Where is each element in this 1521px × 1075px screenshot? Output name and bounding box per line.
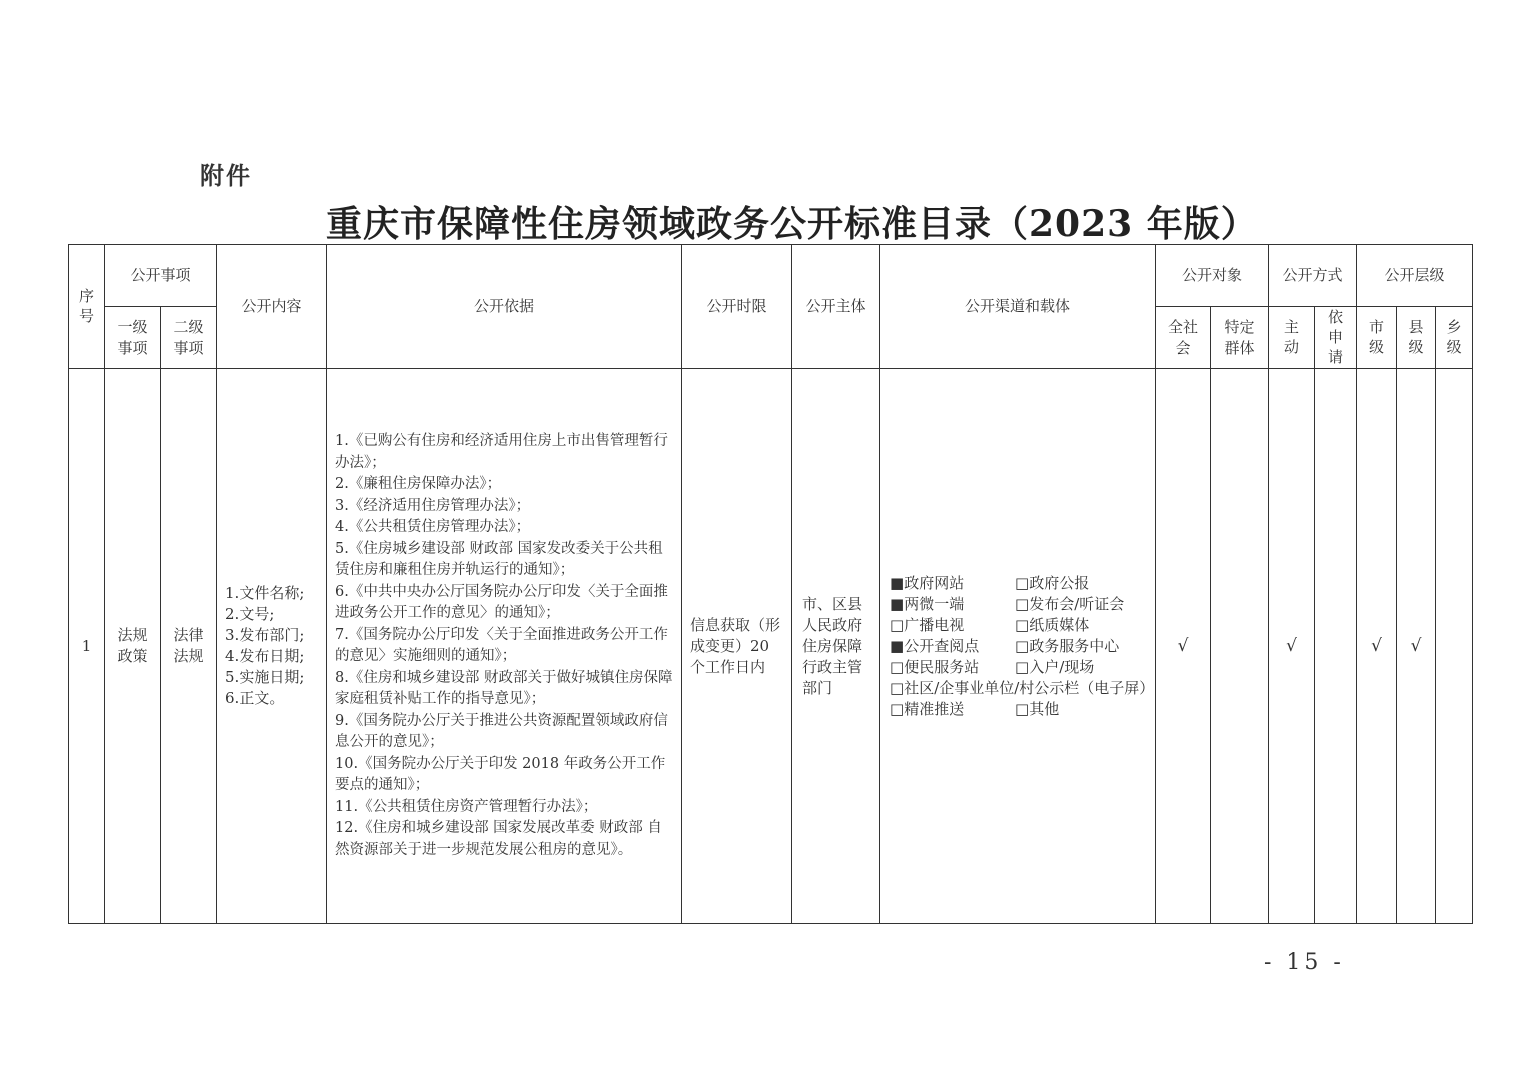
check-level-county: √ (1397, 369, 1436, 924)
header-level-town: 乡级 (1436, 307, 1473, 369)
channel-item: □其他 (1015, 699, 1060, 718)
basis-item: 6.《中共中央办公厅国务院办公厅印发〈关于全面推进政务公开工作的意见〉的通知》； (335, 583, 668, 621)
header-time-limit: 公开时限 (682, 245, 792, 369)
check-level-city: √ (1357, 369, 1397, 924)
check-target-all: √ (1156, 369, 1211, 924)
check-method-apply (1315, 369, 1357, 924)
basis-item: 1.《已购公有住房和经济适用住房上市出售管理暂行办法》； (335, 433, 668, 471)
header-method-apply: 依申请 (1315, 307, 1357, 369)
channel-item: □精准推送 (890, 699, 965, 718)
row-time-limit: 信息获取（形成变更）20 个工作日内 (682, 369, 792, 924)
basis-item: 7.《国务院办公厅印发〈关于全面推进政务公开工作的意见〉实施细则的通知》； (335, 626, 668, 664)
catalog-table (68, 244, 1473, 924)
header-channels: 公开渠道和载体 (880, 245, 1156, 369)
header-level1: 一级事项 (105, 307, 161, 369)
check-target-specific (1211, 369, 1269, 924)
content-item: 5.实施日期; (225, 668, 305, 686)
basis-item: 2.《廉租住房保障办法》； (335, 476, 502, 492)
content-item: 4.发布日期; (225, 647, 305, 665)
channel-item: □社区/企事业单位/村公示栏（电子屏） (890, 678, 1155, 697)
header-level: 公开层级 (1357, 245, 1473, 307)
content-item: 6.正文。 (225, 689, 285, 707)
basis-item: 3.《经济适用住房管理办法》； (335, 497, 531, 514)
header-subject: 公开主体 (792, 245, 880, 369)
channel-item: □发布会/听证会 (1015, 594, 1125, 613)
header-content: 公开内容 (217, 245, 327, 369)
header-method: 公开方式 (1269, 245, 1357, 307)
content-item: 1.文件名称; (225, 584, 305, 602)
header-target-all: 全社会 (1156, 307, 1211, 369)
channel-item: ■公开查阅点 (890, 636, 980, 655)
header-matters: 公开事项 (105, 245, 217, 307)
check-level-town (1436, 369, 1473, 924)
basis-item: 10.《国务院办公厅关于印发 2018 年政务公开工作要点的通知》； (335, 755, 666, 793)
header-seq: 序号 (69, 245, 105, 369)
content-item: 2.文号; (225, 605, 275, 623)
header-target-specific: 特定群体 (1211, 307, 1269, 369)
channel-item: ■政府网站 (890, 573, 965, 592)
basis-item: 8.《住房和城乡建设部 财政部关于做好城镇住房保障家庭租赁补贴工作的指导意见》； (335, 669, 673, 707)
channel-item: □便民服务站 (890, 657, 980, 676)
basis-item: 5.《住房城乡建设部 财政部 国家发改委关于公共租赁住房和廉租住房并轨运行的通知》； (335, 540, 663, 578)
basis-item: 4.《公共租赁住房管理办法》； (335, 519, 531, 535)
header-method-active: 主动 (1269, 307, 1315, 369)
document-title: 重庆市保障性住房领域政务公开标准目录（2023 年版） (326, 203, 1258, 245)
channel-item: ■两微一端 (890, 594, 965, 613)
row-content (217, 369, 327, 924)
check-method-active: √ (1269, 369, 1315, 924)
row-subject: 市、区县人民政府住房保障行政主管部门 (792, 369, 880, 924)
header-level-county: 县级 (1397, 307, 1436, 369)
row-seq: 1 (69, 369, 105, 924)
header-level-city: 市级 (1357, 307, 1397, 369)
row-basis (327, 369, 682, 924)
row-level2: 法律法规 (161, 369, 217, 924)
page-number: - 15 - (1264, 950, 1345, 975)
header-target: 公开对象 (1156, 245, 1269, 307)
channel-item: □政府公报 (1015, 573, 1090, 592)
channel-item: □政务服务中心 (1015, 636, 1120, 655)
channel-item: □广播电视 (890, 615, 965, 634)
basis-item: 12.《住房和城乡建设部 国家发展改革委 财政部 自然资源部关于进一步规范发展公租房的意见》。 (335, 820, 662, 858)
row-channels (880, 369, 1156, 924)
channel-item: □纸质媒体 (1015, 615, 1090, 634)
basis-item: 9.《国务院办公厅关于推进公共资源配置领域政府信息公开的意见》； (335, 712, 668, 750)
row-level1: 法规政策 (105, 369, 161, 924)
basis-item: 11.《公共租赁住房资产管理暂行办法》； (335, 798, 598, 815)
header-basis: 公开依据 (327, 245, 682, 369)
table-row (69, 369, 1473, 924)
attachment-label: 附件 (200, 162, 252, 190)
header-level2: 二级事项 (161, 307, 217, 369)
content-item: 3.发布部门; (225, 626, 305, 644)
channel-item: □入户/现场 (1015, 657, 1095, 676)
